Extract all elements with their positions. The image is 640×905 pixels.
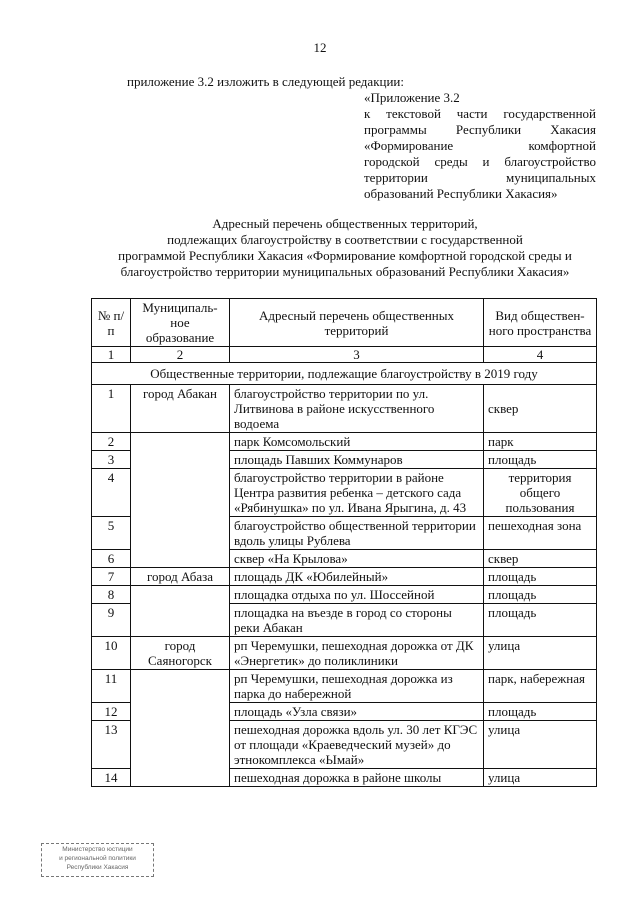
municipality-cell	[131, 469, 230, 517]
column-index: 2	[131, 347, 230, 363]
table-row	[92, 517, 597, 550]
header-address: Адресный перечень общественных территорий	[230, 299, 484, 347]
municipality-cell	[131, 769, 230, 787]
municipality-cell: город Абаза	[131, 568, 230, 586]
space-type-cell: парк	[484, 433, 597, 451]
title-line: Адресный перечень общественных территорий,	[212, 216, 478, 231]
municipality-cell	[131, 550, 230, 568]
address-cell: площадка отдыха по ул. Шоссейной	[230, 586, 484, 604]
column-index-row	[92, 347, 597, 363]
table-row	[92, 385, 597, 433]
table-header-row	[92, 299, 597, 347]
row-number: 3	[92, 451, 131, 469]
row-number: 13	[92, 721, 131, 769]
municipality-cell: город Саяногорск	[131, 637, 230, 670]
space-type-cell: парк, набережная	[484, 670, 597, 703]
intro-text: приложение 3.2 изложить в следующей редакции:	[127, 74, 404, 89]
address-cell: площадь Павших Коммунаров	[230, 451, 484, 469]
title-line: благоустройство территории муниципальных образований Республики Хакасия»	[120, 264, 570, 279]
row-number: 5	[92, 517, 131, 550]
space-type-cell: сквер	[484, 550, 597, 568]
stamp-line: Министерство юстиции	[62, 846, 133, 853]
table-row	[92, 568, 597, 586]
table-row	[92, 721, 597, 769]
page-number: 12	[313, 40, 327, 55]
address-cell: пешеходная дорожка в районе школы	[230, 769, 484, 787]
annex-line: образований Республики Хакасия»	[364, 186, 558, 201]
address-cell: площадка на въезде в город со стороны реки Абакан	[230, 604, 484, 637]
table-row	[92, 637, 597, 670]
annex-line: программы Республики Хакасия	[364, 122, 596, 137]
row-number: 4	[92, 469, 131, 517]
municipality-cell	[131, 451, 230, 469]
address-cell: благоустройство общественной территории вдоль улицы Рублева	[230, 517, 484, 550]
table-row	[92, 469, 597, 517]
table-row	[92, 451, 597, 469]
address-cell: рп Черемушки, пешеходная дорожка от ДК «Энергетик» до поликлиники	[230, 637, 484, 670]
space-type-cell: территория общего пользования	[484, 469, 597, 517]
table-row	[92, 550, 597, 568]
row-number: 8	[92, 586, 131, 604]
stamp-line: Республики Хакасия	[66, 864, 129, 871]
annex-line: «Приложение 3.2	[364, 90, 460, 105]
header-number: № п/п	[92, 299, 131, 347]
space-type-cell: площадь	[484, 604, 597, 637]
stamp-line: и региональной политики	[59, 855, 136, 862]
municipality-cell	[131, 517, 230, 550]
address-cell: площадь ДК «Юбилейный»	[230, 568, 484, 586]
address-cell: благоустройство территории по ул. Литвинова в районе искусственного водоема	[230, 385, 484, 433]
table-row	[92, 769, 597, 787]
space-type-cell: улица	[484, 769, 597, 787]
municipality-cell	[131, 604, 230, 637]
table-row	[92, 586, 597, 604]
territories-table	[91, 298, 597, 787]
address-cell: площадь «Узла связи»	[230, 703, 484, 721]
address-cell: благоустройство территории в районе Центра развития ребенка – детского сада «Рябинушка» по ул. Ивана Ярыгина, д. 43	[230, 469, 484, 517]
table-row	[92, 604, 597, 637]
section-title: Общественные территории, подлежащие благоустройству в 2019 году	[92, 363, 597, 385]
header-municipality: Муниципаль-ное образование	[131, 299, 230, 347]
column-index: 1	[92, 347, 131, 363]
space-type-cell: площадь	[484, 586, 597, 604]
title-line: программой Республики Хакасия «Формирование комфортной городской среды и	[118, 248, 572, 263]
space-type-cell: площадь	[484, 703, 597, 721]
table-row	[92, 670, 597, 703]
table-row	[92, 433, 597, 451]
municipality-cell	[131, 721, 230, 769]
space-type-cell: сквер	[484, 385, 597, 433]
row-number: 6	[92, 550, 131, 568]
address-cell: рп Черемушки, пешеходная дорожка из парка до набережной	[230, 670, 484, 703]
document-title	[90, 216, 600, 280]
municipality-cell: город Абакан	[131, 385, 230, 433]
annex-reference	[364, 90, 596, 202]
row-number: 1	[92, 385, 131, 433]
annex-line: территории муниципальных	[364, 170, 596, 185]
municipality-cell	[131, 433, 230, 451]
municipality-cell	[131, 586, 230, 604]
row-number: 14	[92, 769, 131, 787]
column-index: 4	[484, 347, 597, 363]
column-index: 3	[230, 347, 484, 363]
row-number: 2	[92, 433, 131, 451]
annex-line: городской среды и благоустройство	[364, 154, 596, 169]
table-row	[92, 703, 597, 721]
row-number: 11	[92, 670, 131, 703]
space-type-cell: улица	[484, 721, 597, 769]
space-type-cell: площадь	[484, 568, 597, 586]
header-space-type: Вид обществен-ного пространства	[484, 299, 597, 347]
row-number: 10	[92, 637, 131, 670]
row-number: 7	[92, 568, 131, 586]
row-number: 12	[92, 703, 131, 721]
address-cell: пешеходная дорожка вдоль ул. 30 лет КГЭС от площади «Краеведческий музей» до этнокомплекса «Ымай»	[230, 721, 484, 769]
space-type-cell: улица	[484, 637, 597, 670]
row-number: 9	[92, 604, 131, 637]
address-cell: сквер «На Крылова»	[230, 550, 484, 568]
title-line: подлежащих благоустройству в соответствии с государственной	[167, 232, 523, 247]
address-cell: парк Комсомольский	[230, 433, 484, 451]
space-type-cell: площадь	[484, 451, 597, 469]
space-type-cell: пешеходная зона	[484, 517, 597, 550]
section-row	[92, 363, 597, 385]
annex-line: «Формирование комфортной	[364, 138, 596, 153]
annex-line: к текстовой части государственной	[364, 106, 596, 121]
municipality-cell	[131, 670, 230, 703]
registration-stamp	[41, 843, 154, 877]
municipality-cell	[131, 703, 230, 721]
